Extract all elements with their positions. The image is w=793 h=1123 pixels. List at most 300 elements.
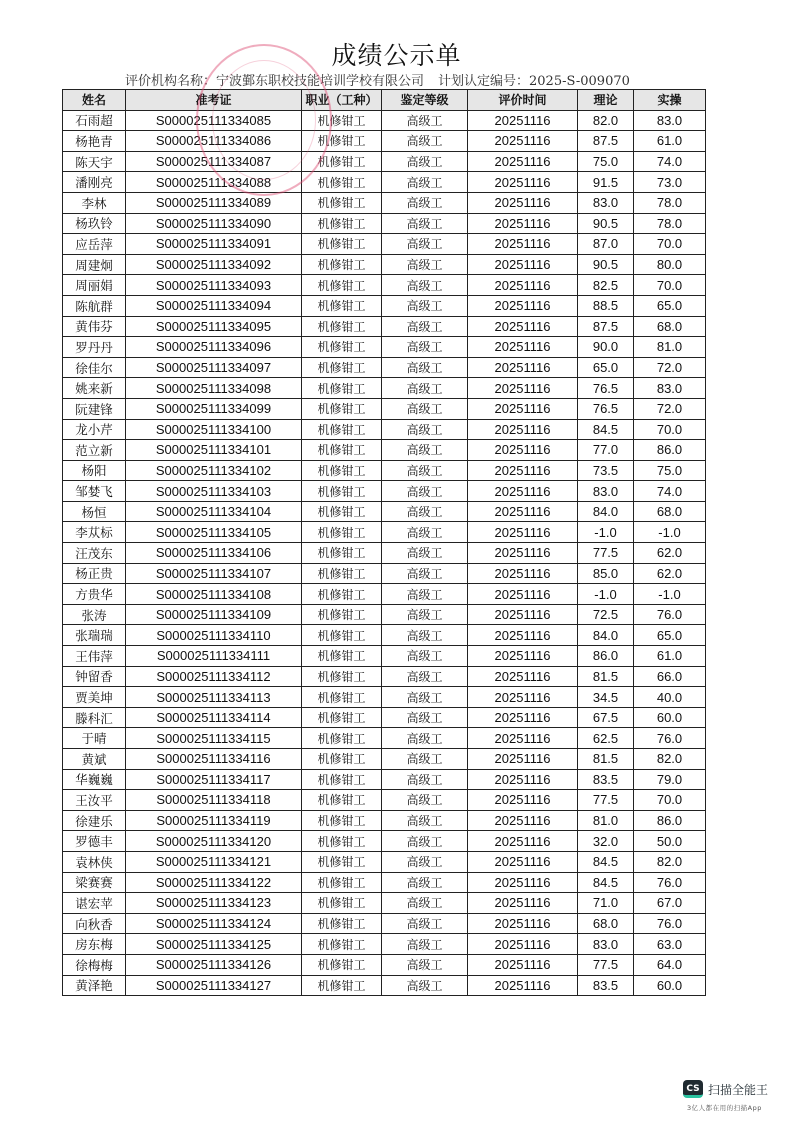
- table-row: [63, 831, 706, 852]
- cell-occupation: 机修钳工: [302, 707, 382, 728]
- header-ticket: 准考证: [126, 90, 302, 111]
- cell-date: 20251116: [468, 295, 578, 316]
- cell-occupation: 机修钳工: [302, 728, 382, 749]
- cell-date: 20251116: [468, 110, 578, 131]
- cell-ticket: S000025111334090: [126, 213, 302, 234]
- cell-occupation: 机修钳工: [302, 975, 382, 996]
- cell-practice: 75.0: [634, 460, 706, 481]
- header-theory: 理论: [578, 90, 634, 111]
- cell-ticket: S000025111334097: [126, 357, 302, 378]
- table-row: [63, 481, 706, 502]
- cell-name: 邹婪飞: [63, 481, 126, 502]
- cell-ticket: S000025111334100: [126, 419, 302, 440]
- cell-date: 20251116: [468, 357, 578, 378]
- cell-date: 20251116: [468, 625, 578, 646]
- table-row: [63, 687, 706, 708]
- header-occupation: 职业（工种）: [302, 90, 382, 111]
- cell-name: 潘刚亮: [63, 172, 126, 193]
- cell-date: 20251116: [468, 131, 578, 152]
- scores-table: [62, 89, 706, 996]
- cell-name: 袁林侠: [63, 851, 126, 872]
- cell-practice: 63.0: [634, 934, 706, 955]
- cell-level: 高级工: [382, 954, 468, 975]
- cell-occupation: 机修钳工: [302, 295, 382, 316]
- cell-date: 20251116: [468, 687, 578, 708]
- camscanner-watermark: [683, 1080, 783, 1116]
- cell-name: 周建炯: [63, 254, 126, 275]
- cell-date: 20251116: [468, 522, 578, 543]
- camscanner-tagline: 3亿人都在用的扫描App: [687, 1104, 762, 1112]
- cell-name: 杨正贵: [63, 563, 126, 584]
- cell-theory: 84.0: [578, 501, 634, 522]
- cell-occupation: 机修钳工: [302, 522, 382, 543]
- cell-occupation: 机修钳工: [302, 481, 382, 502]
- document-subtitle: [125, 70, 745, 89]
- cell-ticket: S000025111334113: [126, 687, 302, 708]
- table-row: [63, 604, 706, 625]
- cell-occupation: 机修钳工: [302, 872, 382, 893]
- cell-date: 20251116: [468, 604, 578, 625]
- cell-name: 阮建锋: [63, 398, 126, 419]
- table-row: [63, 810, 706, 831]
- cell-level: 高级工: [382, 934, 468, 955]
- cell-name: 滕科汇: [63, 707, 126, 728]
- cell-ticket: S000025111334126: [126, 954, 302, 975]
- cell-name: 陈航群: [63, 295, 126, 316]
- cell-level: 高级工: [382, 460, 468, 481]
- cell-theory: 81.5: [578, 666, 634, 687]
- cell-occupation: 机修钳工: [302, 769, 382, 790]
- cell-theory: 67.5: [578, 707, 634, 728]
- table-row: [63, 254, 706, 275]
- cell-date: 20251116: [468, 151, 578, 172]
- table-row: [63, 131, 706, 152]
- cell-ticket: S000025111334120: [126, 831, 302, 852]
- cell-ticket: S000025111334110: [126, 625, 302, 646]
- cell-theory: 34.5: [578, 687, 634, 708]
- cell-date: 20251116: [468, 440, 578, 461]
- cell-practice: 81.0: [634, 337, 706, 358]
- cell-date: 20251116: [468, 275, 578, 296]
- cell-practice: 86.0: [634, 440, 706, 461]
- cell-date: 20251116: [468, 893, 578, 914]
- cell-practice: 83.0: [634, 378, 706, 399]
- cell-theory: 83.5: [578, 769, 634, 790]
- cell-level: 高级工: [382, 769, 468, 790]
- table-row: [63, 522, 706, 543]
- cell-date: 20251116: [468, 749, 578, 770]
- table-row: [63, 646, 706, 667]
- cell-level: 高级工: [382, 810, 468, 831]
- cell-level: 高级工: [382, 213, 468, 234]
- cell-practice: 70.0: [634, 275, 706, 296]
- cell-practice: 76.0: [634, 872, 706, 893]
- cell-ticket: S000025111334112: [126, 666, 302, 687]
- cell-level: 高级工: [382, 872, 468, 893]
- cell-level: 高级工: [382, 790, 468, 811]
- cell-date: 20251116: [468, 666, 578, 687]
- table-row: [63, 151, 706, 172]
- cell-level: 高级工: [382, 687, 468, 708]
- cell-level: 高级工: [382, 357, 468, 378]
- cell-practice: 82.0: [634, 749, 706, 770]
- cell-practice: -1.0: [634, 584, 706, 605]
- cell-name: 李苁标: [63, 522, 126, 543]
- cell-level: 高级工: [382, 666, 468, 687]
- cell-occupation: 机修钳工: [302, 419, 382, 440]
- cell-practice: 60.0: [634, 975, 706, 996]
- cell-theory: 86.0: [578, 646, 634, 667]
- cell-practice: 79.0: [634, 769, 706, 790]
- table-row: [63, 666, 706, 687]
- cell-level: 高级工: [382, 749, 468, 770]
- cell-practice: 40.0: [634, 687, 706, 708]
- cell-date: 20251116: [468, 337, 578, 358]
- cell-ticket: S000025111334114: [126, 707, 302, 728]
- cell-date: 20251116: [468, 851, 578, 872]
- header-date: 评价时间: [468, 90, 578, 111]
- cell-occupation: 机修钳工: [302, 749, 382, 770]
- cell-theory: 82.5: [578, 275, 634, 296]
- cell-level: 高级工: [382, 151, 468, 172]
- cell-name: 徐佳尔: [63, 357, 126, 378]
- cell-occupation: 机修钳工: [302, 893, 382, 914]
- cell-name: 陈天宇: [63, 151, 126, 172]
- cell-date: 20251116: [468, 213, 578, 234]
- cell-name: 钟留香: [63, 666, 126, 687]
- cell-theory: -1.0: [578, 522, 634, 543]
- cell-ticket: S000025111334116: [126, 749, 302, 770]
- table-row: [63, 625, 706, 646]
- cell-level: 高级工: [382, 975, 468, 996]
- cell-ticket: S000025111334125: [126, 934, 302, 955]
- cell-practice: 65.0: [634, 295, 706, 316]
- cell-date: 20251116: [468, 913, 578, 934]
- cell-name: 张瑞瑞: [63, 625, 126, 646]
- cell-date: 20251116: [468, 481, 578, 502]
- cell-name: 王伟萍: [63, 646, 126, 667]
- cell-theory: 68.0: [578, 913, 634, 934]
- cell-practice: 78.0: [634, 213, 706, 234]
- cell-ticket: S000025111334098: [126, 378, 302, 399]
- table-row: [63, 954, 706, 975]
- cell-name: 姚来新: [63, 378, 126, 399]
- cell-practice: 70.0: [634, 234, 706, 255]
- cell-theory: 87.0: [578, 234, 634, 255]
- cell-ticket: S000025111334118: [126, 790, 302, 811]
- table-row: [63, 728, 706, 749]
- cell-theory: 83.0: [578, 192, 634, 213]
- cell-ticket: S000025111334123: [126, 893, 302, 914]
- cell-name: 房东梅: [63, 934, 126, 955]
- cell-level: 高级工: [382, 625, 468, 646]
- table-row: [63, 234, 706, 255]
- table-row: [63, 213, 706, 234]
- cell-theory: -1.0: [578, 584, 634, 605]
- cell-practice: -1.0: [634, 522, 706, 543]
- cell-occupation: 机修钳工: [302, 172, 382, 193]
- cell-level: 高级工: [382, 501, 468, 522]
- cell-theory: 87.5: [578, 316, 634, 337]
- cell-ticket: S000025111334102: [126, 460, 302, 481]
- cell-date: 20251116: [468, 254, 578, 275]
- cell-date: 20251116: [468, 646, 578, 667]
- plan-number-label: 计划认定编号：2025-S-009070: [438, 74, 630, 89]
- cell-ticket: S000025111334121: [126, 851, 302, 872]
- cell-level: 高级工: [382, 378, 468, 399]
- cell-theory: 76.5: [578, 398, 634, 419]
- cell-theory: 77.5: [578, 790, 634, 811]
- org-name-label: 评价机构名称：宁波鄞东职校技能培训学校有限公司: [125, 74, 425, 89]
- cell-name: 罗德丰: [63, 831, 126, 852]
- cell-level: 高级工: [382, 893, 468, 914]
- cell-theory: 90.5: [578, 254, 634, 275]
- cell-date: 20251116: [468, 192, 578, 213]
- cell-ticket: S000025111334122: [126, 872, 302, 893]
- table-row: [63, 172, 706, 193]
- cell-name: 徐梅梅: [63, 954, 126, 975]
- cell-occupation: 机修钳工: [302, 110, 382, 131]
- cell-occupation: 机修钳工: [302, 275, 382, 296]
- cell-date: 20251116: [468, 934, 578, 955]
- cell-theory: 82.0: [578, 110, 634, 131]
- cell-practice: 72.0: [634, 357, 706, 378]
- cell-ticket: S000025111334093: [126, 275, 302, 296]
- table-row: [63, 934, 706, 955]
- cell-practice: 83.0: [634, 110, 706, 131]
- cell-date: 20251116: [468, 543, 578, 564]
- cell-name: 黄泽艳: [63, 975, 126, 996]
- cell-occupation: 机修钳工: [302, 316, 382, 337]
- table-row: [63, 769, 706, 790]
- cell-occupation: 机修钳工: [302, 131, 382, 152]
- camscanner-app-name: 扫描全能王: [708, 1083, 769, 1097]
- table-row: [63, 893, 706, 914]
- cell-occupation: 机修钳工: [302, 810, 382, 831]
- cell-occupation: 机修钳工: [302, 398, 382, 419]
- cell-level: 高级工: [382, 913, 468, 934]
- cell-ticket: S000025111334104: [126, 501, 302, 522]
- cell-practice: 76.0: [634, 604, 706, 625]
- cell-date: 20251116: [468, 419, 578, 440]
- cell-practice: 62.0: [634, 543, 706, 564]
- cell-name: 向秋香: [63, 913, 126, 934]
- table-row: [63, 913, 706, 934]
- cell-occupation: 机修钳工: [302, 460, 382, 481]
- table-row: [63, 584, 706, 605]
- cell-ticket: S000025111334115: [126, 728, 302, 749]
- cell-theory: 83.5: [578, 975, 634, 996]
- table-row: [63, 790, 706, 811]
- cell-occupation: 机修钳工: [302, 254, 382, 275]
- cell-name: 罗丹丹: [63, 337, 126, 358]
- cell-theory: 77.5: [578, 543, 634, 564]
- cell-name: 周丽娟: [63, 275, 126, 296]
- cell-occupation: 机修钳工: [302, 790, 382, 811]
- cell-occupation: 机修钳工: [302, 501, 382, 522]
- cell-date: 20251116: [468, 316, 578, 337]
- cell-date: 20251116: [468, 769, 578, 790]
- table-row: [63, 563, 706, 584]
- cell-level: 高级工: [382, 604, 468, 625]
- cell-level: 高级工: [382, 543, 468, 564]
- cell-occupation: 机修钳工: [302, 913, 382, 934]
- cell-occupation: 机修钳工: [302, 831, 382, 852]
- cell-occupation: 机修钳工: [302, 604, 382, 625]
- table-row: [63, 316, 706, 337]
- table-row: [63, 440, 706, 461]
- cell-level: 高级工: [382, 728, 468, 749]
- cell-name: 张涛: [63, 604, 126, 625]
- table-row: [63, 872, 706, 893]
- cell-practice: 82.0: [634, 851, 706, 872]
- table-row: [63, 501, 706, 522]
- cell-occupation: 机修钳工: [302, 213, 382, 234]
- cell-theory: 83.0: [578, 934, 634, 955]
- cell-date: 20251116: [468, 172, 578, 193]
- cell-theory: 85.0: [578, 563, 634, 584]
- cell-name: 汪茂东: [63, 543, 126, 564]
- cell-theory: 91.5: [578, 172, 634, 193]
- cell-date: 20251116: [468, 975, 578, 996]
- table-row: [63, 460, 706, 481]
- cell-level: 高级工: [382, 295, 468, 316]
- cell-name: 石雨超: [63, 110, 126, 131]
- cell-level: 高级工: [382, 337, 468, 358]
- cell-practice: 80.0: [634, 254, 706, 275]
- cell-theory: 71.0: [578, 893, 634, 914]
- cell-name: 谌宏苹: [63, 893, 126, 914]
- cell-practice: 76.0: [634, 913, 706, 934]
- cell-practice: 62.0: [634, 563, 706, 584]
- cell-practice: 64.0: [634, 954, 706, 975]
- cell-occupation: 机修钳工: [302, 192, 382, 213]
- cell-occupation: 机修钳工: [302, 337, 382, 358]
- cell-ticket: S000025111334108: [126, 584, 302, 605]
- cell-date: 20251116: [468, 790, 578, 811]
- cell-theory: 84.5: [578, 851, 634, 872]
- cell-ticket: S000025111334091: [126, 234, 302, 255]
- cell-practice: 78.0: [634, 192, 706, 213]
- cell-occupation: 机修钳工: [302, 543, 382, 564]
- cell-level: 高级工: [382, 646, 468, 667]
- cell-ticket: S000025111334111: [126, 646, 302, 667]
- table-row: [63, 192, 706, 213]
- cell-theory: 73.5: [578, 460, 634, 481]
- cell-name: 黄伟芬: [63, 316, 126, 337]
- cell-occupation: 机修钳工: [302, 687, 382, 708]
- cell-level: 高级工: [382, 851, 468, 872]
- cell-name: 杨恒: [63, 501, 126, 522]
- cell-ticket: S000025111334088: [126, 172, 302, 193]
- table-row: [63, 398, 706, 419]
- cell-theory: 90.5: [578, 213, 634, 234]
- cell-practice: 72.0: [634, 398, 706, 419]
- table-row: [63, 707, 706, 728]
- cell-ticket: S000025111334101: [126, 440, 302, 461]
- table-row: [63, 337, 706, 358]
- table-row: [63, 543, 706, 564]
- cell-level: 高级工: [382, 172, 468, 193]
- cell-ticket: S000025111334119: [126, 810, 302, 831]
- cell-practice: 66.0: [634, 666, 706, 687]
- cell-theory: 90.0: [578, 337, 634, 358]
- cell-date: 20251116: [468, 872, 578, 893]
- cell-theory: 32.0: [578, 831, 634, 852]
- cell-date: 20251116: [468, 707, 578, 728]
- cell-theory: 83.0: [578, 481, 634, 502]
- cell-name: 徐建乐: [63, 810, 126, 831]
- cell-ticket: S000025111334095: [126, 316, 302, 337]
- cell-occupation: 机修钳工: [302, 151, 382, 172]
- cell-practice: 74.0: [634, 151, 706, 172]
- cell-theory: 81.0: [578, 810, 634, 831]
- cell-practice: 73.0: [634, 172, 706, 193]
- cell-ticket: S000025111334107: [126, 563, 302, 584]
- cell-date: 20251116: [468, 584, 578, 605]
- cell-level: 高级工: [382, 131, 468, 152]
- cell-practice: 74.0: [634, 481, 706, 502]
- cell-name: 黄斌: [63, 749, 126, 770]
- cell-level: 高级工: [382, 707, 468, 728]
- cell-practice: 70.0: [634, 419, 706, 440]
- cell-level: 高级工: [382, 419, 468, 440]
- cell-ticket: S000025111334094: [126, 295, 302, 316]
- cell-occupation: 机修钳工: [302, 378, 382, 399]
- cell-ticket: S000025111334089: [126, 192, 302, 213]
- cell-ticket: S000025111334085: [126, 110, 302, 131]
- cell-ticket: S000025111334109: [126, 604, 302, 625]
- cell-name: 贾美坤: [63, 687, 126, 708]
- cell-theory: 88.5: [578, 295, 634, 316]
- cell-occupation: 机修钳工: [302, 646, 382, 667]
- cell-practice: 50.0: [634, 831, 706, 852]
- cell-level: 高级工: [382, 398, 468, 419]
- cell-occupation: 机修钳工: [302, 584, 382, 605]
- cell-theory: 62.5: [578, 728, 634, 749]
- cell-level: 高级工: [382, 110, 468, 131]
- cell-theory: 87.5: [578, 131, 634, 152]
- cell-date: 20251116: [468, 728, 578, 749]
- cell-ticket: S000025111334087: [126, 151, 302, 172]
- cell-ticket: S000025111334103: [126, 481, 302, 502]
- cell-practice: 60.0: [634, 707, 706, 728]
- cell-name: 杨阳: [63, 460, 126, 481]
- table-row: [63, 357, 706, 378]
- cell-theory: 84.0: [578, 625, 634, 646]
- header-level: 鉴定等级: [382, 90, 468, 111]
- cell-theory: 84.5: [578, 872, 634, 893]
- cell-theory: 75.0: [578, 151, 634, 172]
- cell-ticket: S000025111334105: [126, 522, 302, 543]
- table-row: [63, 275, 706, 296]
- cell-date: 20251116: [468, 954, 578, 975]
- cell-occupation: 机修钳工: [302, 851, 382, 872]
- cell-ticket: S000025111334096: [126, 337, 302, 358]
- cell-ticket: S000025111334127: [126, 975, 302, 996]
- cell-theory: 84.5: [578, 419, 634, 440]
- cell-occupation: 机修钳工: [302, 357, 382, 378]
- cell-ticket: S000025111334086: [126, 131, 302, 152]
- table-header-row: [63, 90, 706, 111]
- cell-occupation: 机修钳工: [302, 934, 382, 955]
- table-row: [63, 749, 706, 770]
- cell-name: 范立新: [63, 440, 126, 461]
- cell-level: 高级工: [382, 234, 468, 255]
- cell-level: 高级工: [382, 192, 468, 213]
- header-name: 姓名: [63, 90, 126, 111]
- camscanner-logo-icon: CS: [683, 1080, 703, 1098]
